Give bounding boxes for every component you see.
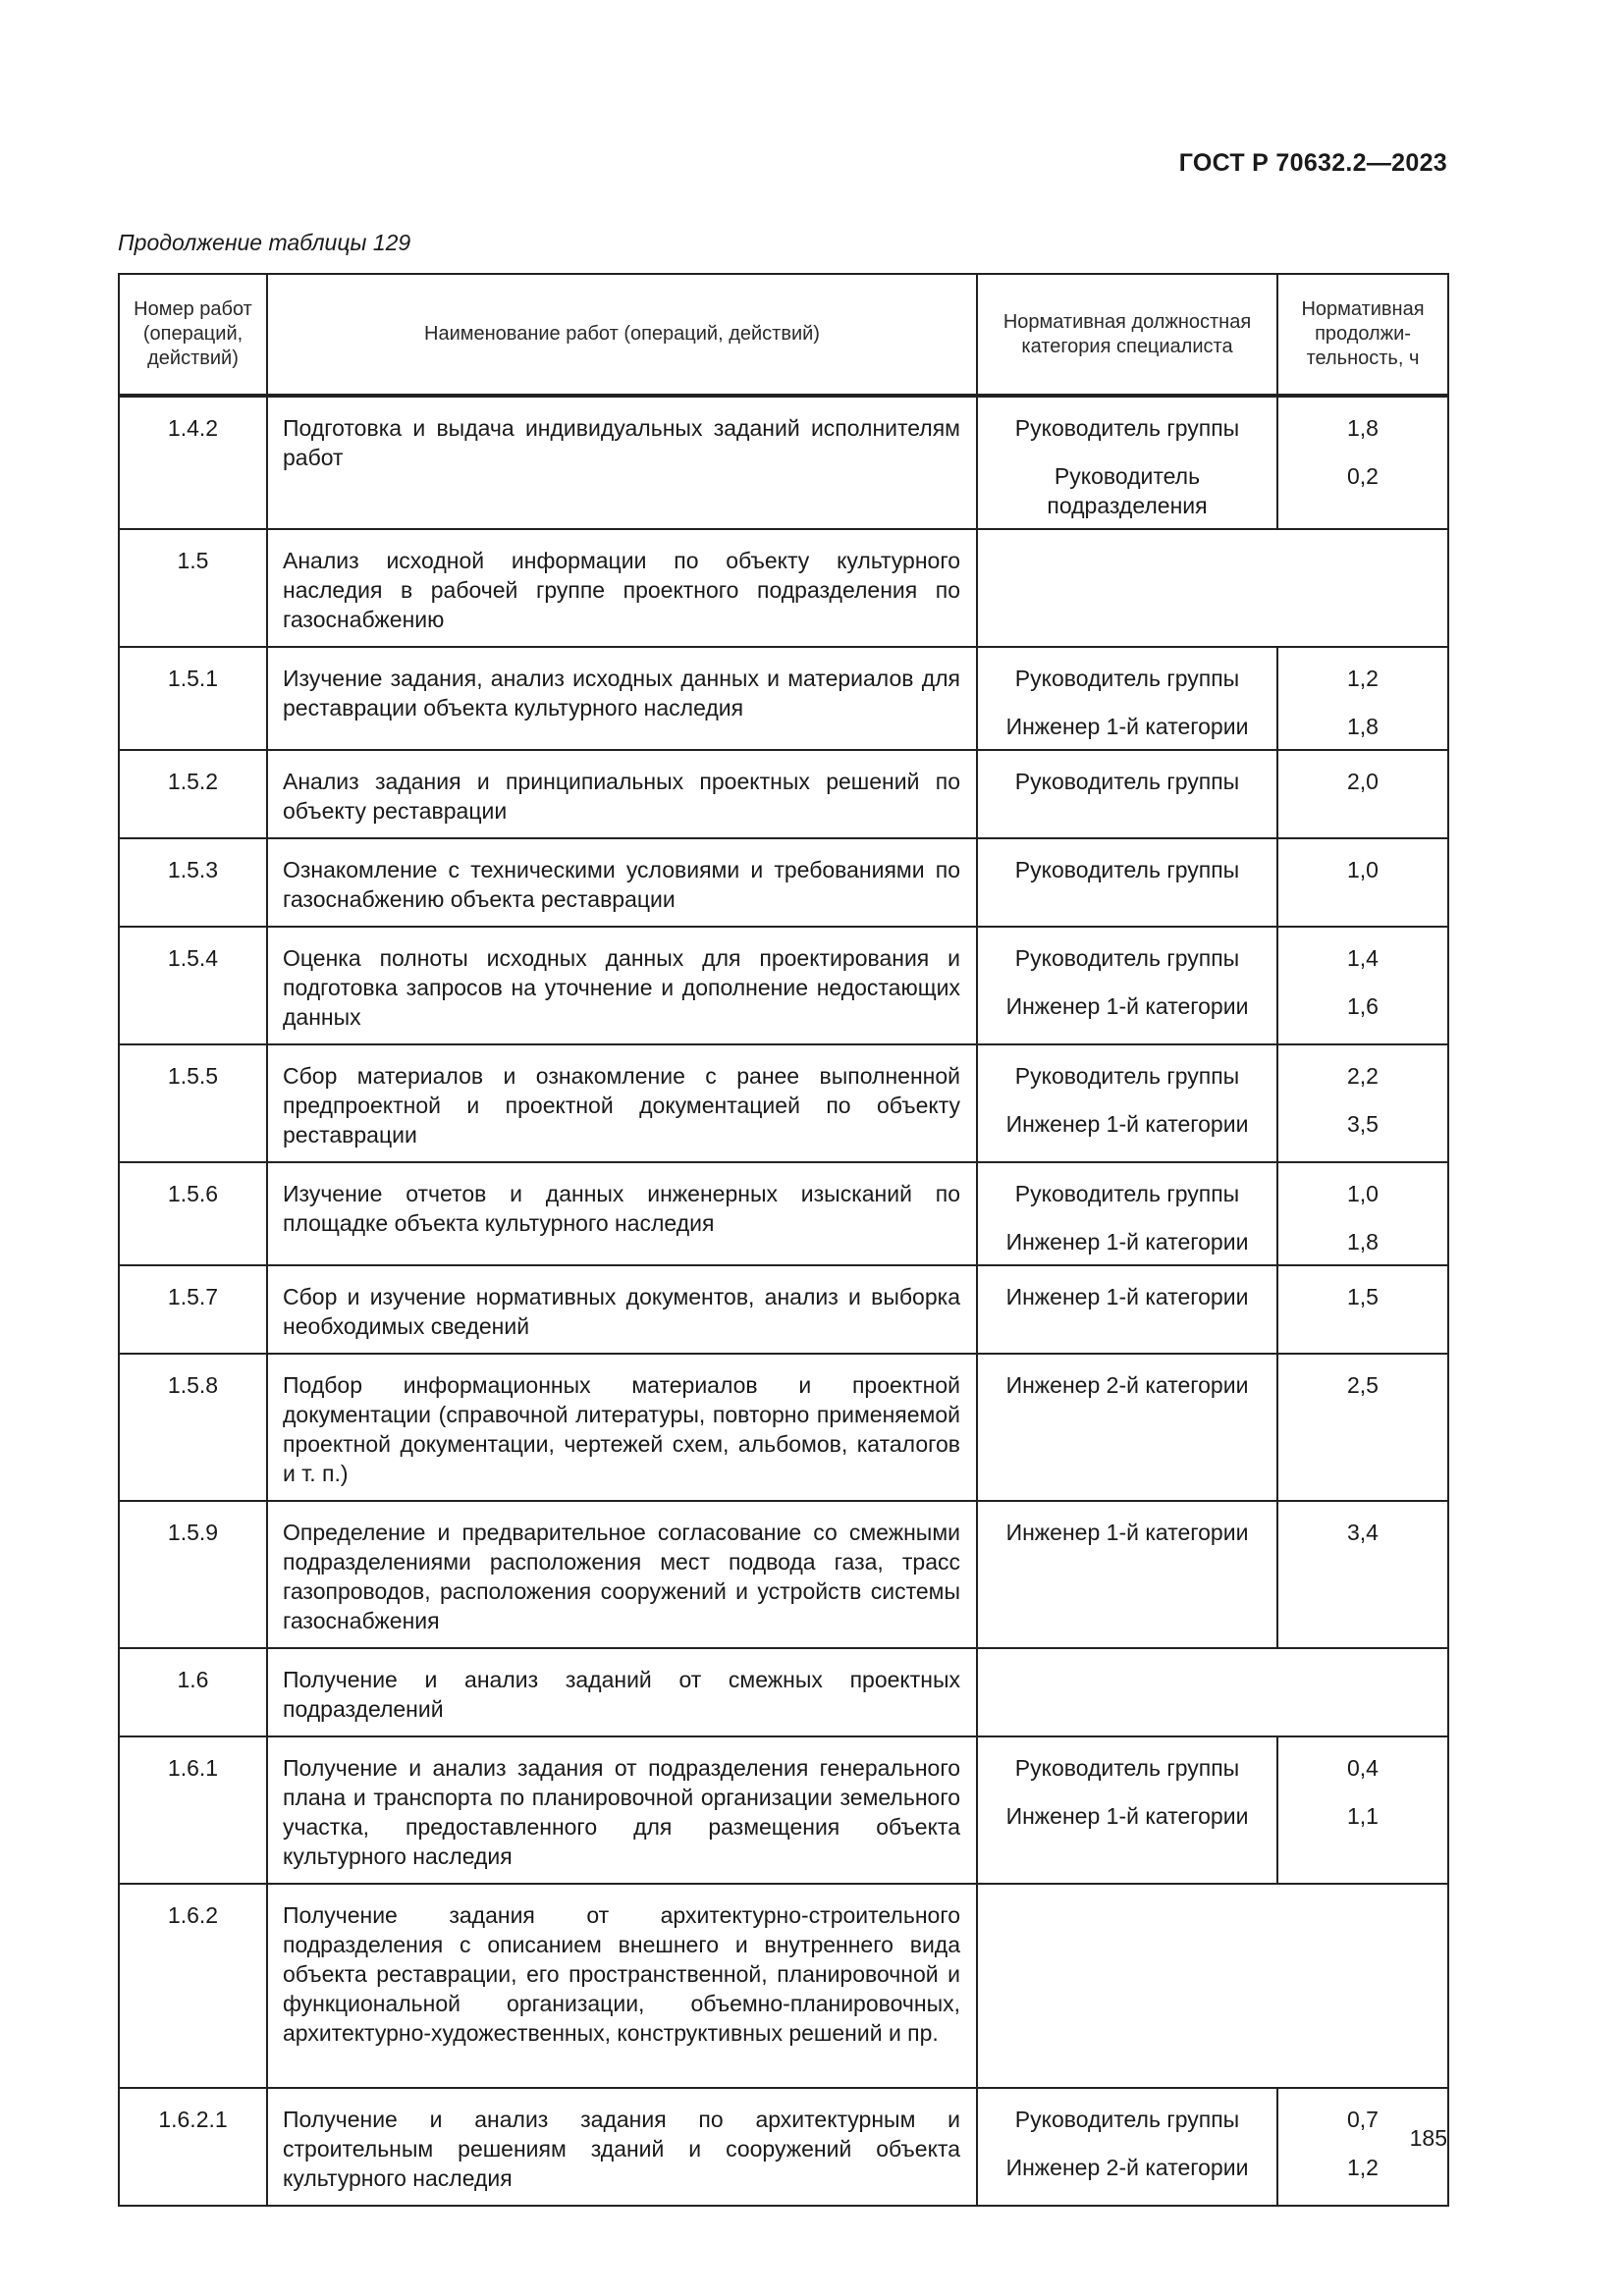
row-category (977, 647, 1277, 750)
table-row (119, 1354, 1448, 1501)
row-number: 1.5.1 (119, 647, 267, 750)
row-number: 1.5.2 (119, 750, 267, 838)
duration-entry: 1,0 (1347, 1181, 1379, 1206)
row-number: 1.6.1 (119, 1736, 267, 1884)
duration-entry: 1,4 (1347, 945, 1379, 971)
category-entry: Инженер 1-й категории (1005, 714, 1249, 739)
row-category (977, 838, 1277, 927)
table-caption: Продолжение таблицы 129 (118, 230, 411, 255)
row-number: 1.5.4 (119, 927, 267, 1044)
duration-entry: 2,2 (1347, 1063, 1379, 1089)
row-description: Подбор информационных материалов и проектной документации (справочной литературы, повторно применяемой проектной документации, чертежей схем, альбомов, каталогов и т. п.) (267, 1354, 977, 1501)
table-row (119, 1044, 1448, 1162)
row-duration (1277, 750, 1448, 838)
row-description: Сбор материалов и ознакомление с ранее выполненной предпроектной и проектной документацией по объекту реставрации (267, 1044, 977, 1162)
duration-entry: 0,2 (1347, 463, 1379, 489)
row-category (977, 750, 1277, 838)
row-number: 1.5.5 (119, 1044, 267, 1162)
column-header-number: Номер работ (операций, действий) (119, 274, 267, 396)
category-entry: Руководитель группы (1014, 1755, 1240, 1781)
duration-entry: 3,5 (1347, 1111, 1379, 1137)
row-description: Сбор и изучение нормативных документов, анализ и выборка необходимых сведений (267, 1265, 977, 1354)
row-category (977, 1044, 1277, 1162)
row-number: 1.4.2 (119, 396, 267, 529)
table-body (119, 396, 1448, 2206)
row-number: 1.5.3 (119, 838, 267, 927)
table-row (119, 1736, 1448, 1884)
category-entry: Инженер 1-й категории (1005, 1229, 1249, 1255)
row-category (977, 1162, 1277, 1265)
row-description: Получение задания от архитектурно-строительного подразделения с описанием внешнего и внутреннего вида объекта реставрации, его пространственной, планировочной и функциональной организации, объемно-планировочных, архитектурно-художественных, конструктивных решений и пр. (267, 1884, 977, 2088)
row-number: 1.6 (119, 1648, 267, 1736)
category-entry: Руководитель группы (1014, 415, 1240, 441)
category-entry: Руководитель группы (1014, 1181, 1240, 1206)
category-entry: Руководитель группы (1014, 857, 1240, 882)
column-header-name: Наименование работ (операций, действий) (267, 274, 977, 396)
duration-entry: 1,2 (1347, 2155, 1379, 2180)
row-duration (1277, 1044, 1448, 1162)
table-row (119, 838, 1448, 927)
table-row (119, 750, 1448, 838)
duration-entry: 1,5 (1347, 1284, 1379, 1309)
row-description: Ознакомление с техническими условиями и требованиями по газоснабжению объекта реставрации (267, 838, 977, 927)
row-duration (1277, 1162, 1448, 1265)
row-duration (1277, 396, 1448, 529)
row-number: 1.5.8 (119, 1354, 267, 1501)
row-description: Анализ исходной информации по объекту культурного наследия в рабочей группе проектного подразделения по газоснабжению (267, 529, 977, 647)
duration-entry: 1,8 (1347, 714, 1379, 739)
row-description: Получение и анализ заданий от смежных проектных подразделений (267, 1648, 977, 1736)
row-description: Изучение задания, анализ исходных данных и материалов для реставрации объекта культурного наследия (267, 647, 977, 750)
table-row (119, 2088, 1448, 2206)
row-number: 1.5.7 (119, 1265, 267, 1354)
table-row (119, 529, 1448, 647)
duration-entry: 1,8 (1347, 1229, 1379, 1255)
row-category (977, 1354, 1277, 1501)
table-row (119, 1501, 1448, 1648)
table-row (119, 396, 1448, 529)
row-description: Определение и предварительное согласование со смежными подразделениями расположения мест подвода газа, трасс газопроводов, расположения сооружений и устройств системы газоснабжения (267, 1501, 977, 1648)
category-entry: Инженер 1-й категории (1005, 1803, 1249, 1829)
category-entry: Руководитель группы (1014, 2107, 1240, 2132)
duration-entry: 3,4 (1347, 1520, 1379, 1545)
category-entry: Руководитель группы (1014, 666, 1240, 691)
column-header-duration: Нормативная продолжи-тельность, ч (1277, 274, 1448, 396)
row-category (977, 1265, 1277, 1354)
category-entry: Инженер 2-й категории (1005, 2155, 1249, 2180)
row-duration (1277, 838, 1448, 927)
table-row (119, 1265, 1448, 1354)
category-entry: Инженер 1-й категории (1005, 993, 1249, 1019)
row-number: 1.6.2.1 (119, 2088, 267, 2206)
row-category (977, 927, 1277, 1044)
row-description: Получение и анализ задания от подразделения генерального плана и транспорта по планировочной организации земельного участка, предоставленного для размещения объекта культурного наследия (267, 1736, 977, 1884)
row-number: 1.6.2 (119, 1884, 267, 2088)
row-duration (1277, 927, 1448, 1044)
row-duration (1277, 1736, 1448, 1884)
row-description: Подготовка и выдача индивидуальных заданий исполнителям работ (267, 396, 977, 529)
row-number: 1.5.9 (119, 1501, 267, 1648)
duration-entry: 2,0 (1347, 769, 1379, 794)
row-duration (1277, 1265, 1448, 1354)
row-empty-cell (977, 1884, 1448, 2088)
duration-entry: 2,5 (1347, 1372, 1379, 1398)
category-entry: Инженер 1-й категории (1005, 1520, 1249, 1545)
row-description: Анализ задания и принципиальных проектных решений по объекту реставрации (267, 750, 977, 838)
duration-entry: 0,4 (1347, 1755, 1379, 1781)
duration-entry: 1,8 (1347, 415, 1379, 441)
row-empty-cell (977, 1648, 1448, 1736)
duration-entry: 1,0 (1347, 857, 1379, 882)
row-description: Оценка полноты исходных данных для проектирования и подготовка запросов на уточнение и дополнение недостающих данных (267, 927, 977, 1044)
row-duration (1277, 647, 1448, 750)
category-entry: Инженер 1-й категории (1005, 1111, 1249, 1137)
row-category (977, 2088, 1277, 2206)
table-row (119, 647, 1448, 750)
duration-entry: 1,6 (1347, 993, 1379, 1019)
row-duration (1277, 1501, 1448, 1648)
table-row (119, 927, 1448, 1044)
category-entry: Руководитель группы (1014, 945, 1240, 971)
row-category (977, 1501, 1277, 1648)
row-number: 1.5.6 (119, 1162, 267, 1265)
category-entry: Руководитель подразделения (1047, 463, 1208, 518)
category-entry: Руководитель группы (1014, 769, 1240, 794)
duration-entry: 0,7 (1347, 2107, 1379, 2132)
category-entry: Руководитель группы (1014, 1063, 1240, 1089)
row-duration (1277, 1354, 1448, 1501)
works-table (118, 273, 1449, 2207)
category-entry: Инженер 1-й категории (1005, 1284, 1249, 1309)
table-row (119, 1884, 1448, 2088)
row-category (977, 396, 1277, 529)
table-row (119, 1162, 1448, 1265)
category-entry: Инженер 2-й категории (1005, 1372, 1249, 1398)
row-description: Получение и анализ задания по архитектурным и строительным решениям зданий и сооружений объекта культурного наследия (267, 2088, 977, 2206)
table-row (119, 1648, 1448, 1736)
document-code: ГОСТ Р 70632.2—2023 (1178, 149, 1447, 177)
page-number: 185 (1409, 2125, 1447, 2151)
row-number: 1.5 (119, 529, 267, 647)
row-category (977, 1736, 1277, 1884)
duration-entry: 1,1 (1347, 1803, 1379, 1829)
duration-entry: 1,2 (1347, 666, 1379, 691)
row-description: Изучение отчетов и данных инженерных изысканий по площадке объекта культурного наследия (267, 1162, 977, 1265)
column-header-category: Нормативная должностная категория специалиста (977, 274, 1277, 396)
table-header (119, 274, 1448, 396)
row-empty-cell (977, 529, 1448, 647)
